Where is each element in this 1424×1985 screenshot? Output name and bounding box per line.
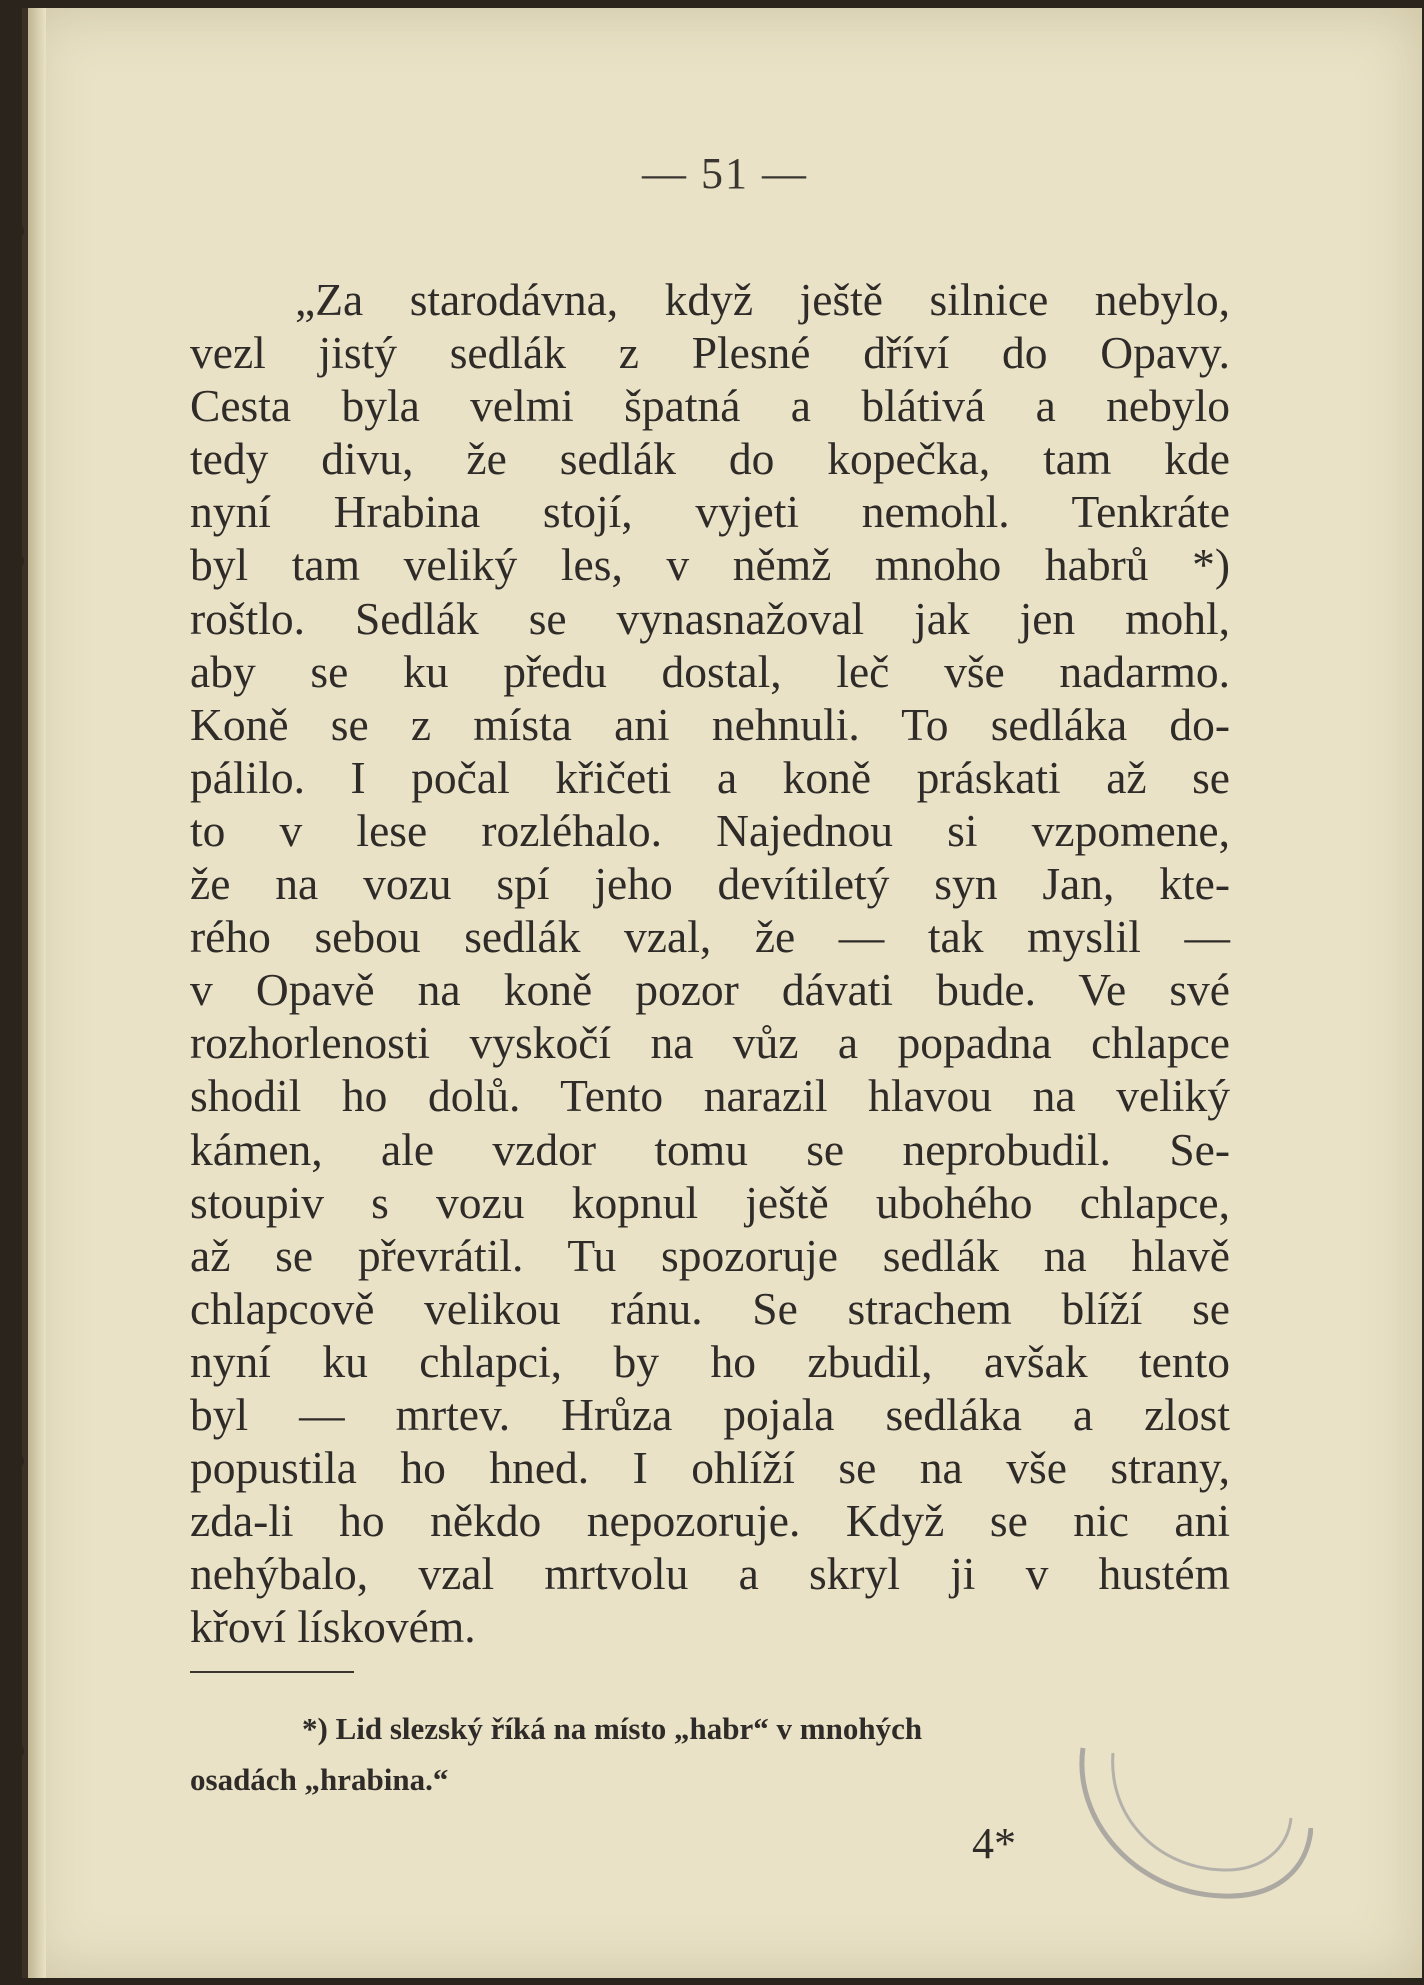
library-stamp-icon: [1073, 1708, 1313, 1908]
footnote-line: osadách „hrabina.“: [190, 1762, 449, 1797]
binding-mark: [14, 225, 24, 237]
text-line: byl — mrtev. Hrůza pojala sedláka a zlost: [190, 1388, 1230, 1440]
signature-mark: 4*: [972, 1819, 1016, 1868]
text-line: rého sebou sedlák vzal, že — tak myslil —: [190, 911, 1230, 963]
text-line: že na vozu spí jeho devítiletý syn Jan, kte-: [190, 858, 1230, 910]
binding-mark: [14, 1745, 24, 1757]
footnote-divider: [190, 1671, 354, 1673]
text-line: shodil ho dolů. Tento narazil hlavou na veliký: [190, 1070, 1230, 1122]
text-line: stoupiv s vozu kopnul ještě ubohého chlapce,: [190, 1176, 1230, 1228]
text-line: křoví lískovém.: [190, 1601, 476, 1653]
text-line: nehýbalo, vzal mrtvolu a skryl ji v hustém: [190, 1548, 1230, 1600]
text-line: kámen, ale vzdor tomu se neprobudil. Se-: [190, 1123, 1230, 1175]
text-line: v Opavě na koně pozor dávati bude. Ve své: [190, 964, 1230, 1016]
text-line: vezl jistý sedlák z Plesné dříví do Opavy.: [190, 327, 1230, 379]
text-line: nyní ku chlapci, by ho zbudil, avšak tento: [190, 1335, 1230, 1387]
text-line: Koně se z místa ani nehnuli. To sedláka do-: [190, 698, 1230, 750]
text-line: roštlo. Sedlák se vynasnažoval jak jen mohl,: [190, 592, 1230, 644]
body-text: [190, 273, 1230, 1653]
text-line: „Za starodávna, když ještě silnice nebylo,: [295, 274, 1230, 325]
text-line: Cesta byla velmi špatná a blátivá a nebylo: [190, 380, 1230, 432]
footnote-line: *) Lid slezský říká na místo „habr“ v mnohých: [302, 1711, 923, 1746]
binding-mark: [14, 555, 24, 567]
book-page: [22, 8, 1422, 1978]
text-line: popustila ho hned. I ohlíží se na vše strany,: [190, 1442, 1230, 1494]
text-line: pálilo. I počal křičeti a koně práskati až se: [190, 751, 1230, 803]
text-line: rozhorlenosti vyskočí na vůz a popadna chlapce: [190, 1017, 1230, 1069]
text-line: nyní Hrabina stojí, vyjeti nemohl. Tenkráte: [190, 486, 1230, 538]
text-line: aby se ku předu dostal, leč vše nadarmo.: [190, 645, 1230, 697]
page-number: — 51 —: [642, 149, 808, 198]
text-line: tedy divu, že sedlák do kopečka, tam kde: [190, 433, 1230, 485]
text-line: až se převrátil. Tu spozoruje sedlák na hlavě: [190, 1229, 1230, 1281]
text-line: to v lese rozléhalo. Najednou si vzpomene,: [190, 804, 1230, 856]
text-line: byl tam veliký les, v němž mnoho habrů *): [190, 539, 1230, 591]
binding-mark: [14, 1455, 24, 1467]
text-line: zda-li ho někdo nepozoruje. Když se nic ani: [190, 1495, 1230, 1547]
text-line: chlapcově velikou ránu. Se strachem blíží se: [190, 1282, 1230, 1334]
page-gutter: [28, 8, 46, 1978]
